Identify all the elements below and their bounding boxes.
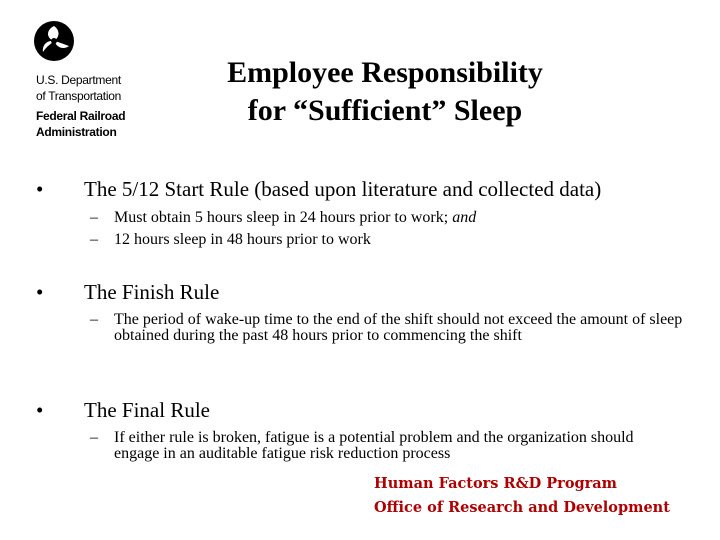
dot-emblem-icon xyxy=(33,20,75,62)
sub-bullet-text: The period of wake-up time to the end of the shift should not exceed the amount of sleep obtained during the past 48 hours prior to commencing the shift xyxy=(114,311,683,344)
footer xyxy=(374,472,670,520)
dash-icon: – xyxy=(90,429,98,446)
sub-bullet-text: 12 hours sleep in 48 hours prior to work xyxy=(114,231,371,248)
dash-icon: – xyxy=(90,209,98,226)
bullet-icon: • xyxy=(36,177,44,201)
title-line-2: for “Sufficient” Sleep xyxy=(247,94,523,127)
sub-bullet-text: If either rule is broken, fatigue is a potential problem and the organization should engage in an auditable fatigue risk reduction process xyxy=(114,429,634,462)
logo-line-2: of Transportation xyxy=(36,89,121,103)
sub-bullet-text: Must obtain 5 hours sleep in 24 hours prior to work; xyxy=(114,209,453,226)
footer-line-2: Office of Research and Development xyxy=(374,499,670,516)
logo-line-3: Federal Railroad xyxy=(36,109,126,123)
logo-line-1: U.S. Department xyxy=(36,73,121,87)
dash-icon: – xyxy=(90,231,98,248)
bullet-text: The Final Rule xyxy=(84,398,210,422)
bullet-text: The Finish Rule xyxy=(84,280,220,304)
sub-bullet-italic: and xyxy=(452,209,477,226)
bullet-text: The 5/12 Start Rule (based upon literature and collected data) xyxy=(84,177,602,201)
title-line-1: Employee Responsibility xyxy=(227,56,543,89)
logo-line-4: Administration xyxy=(36,125,117,139)
footer-line-1: Human Factors R&D Program xyxy=(374,475,618,492)
slide-title xyxy=(170,54,600,130)
dot-logo xyxy=(30,20,160,145)
bullet-icon: • xyxy=(36,280,44,304)
bullet-icon: • xyxy=(36,398,44,422)
dash-icon: – xyxy=(90,311,98,328)
